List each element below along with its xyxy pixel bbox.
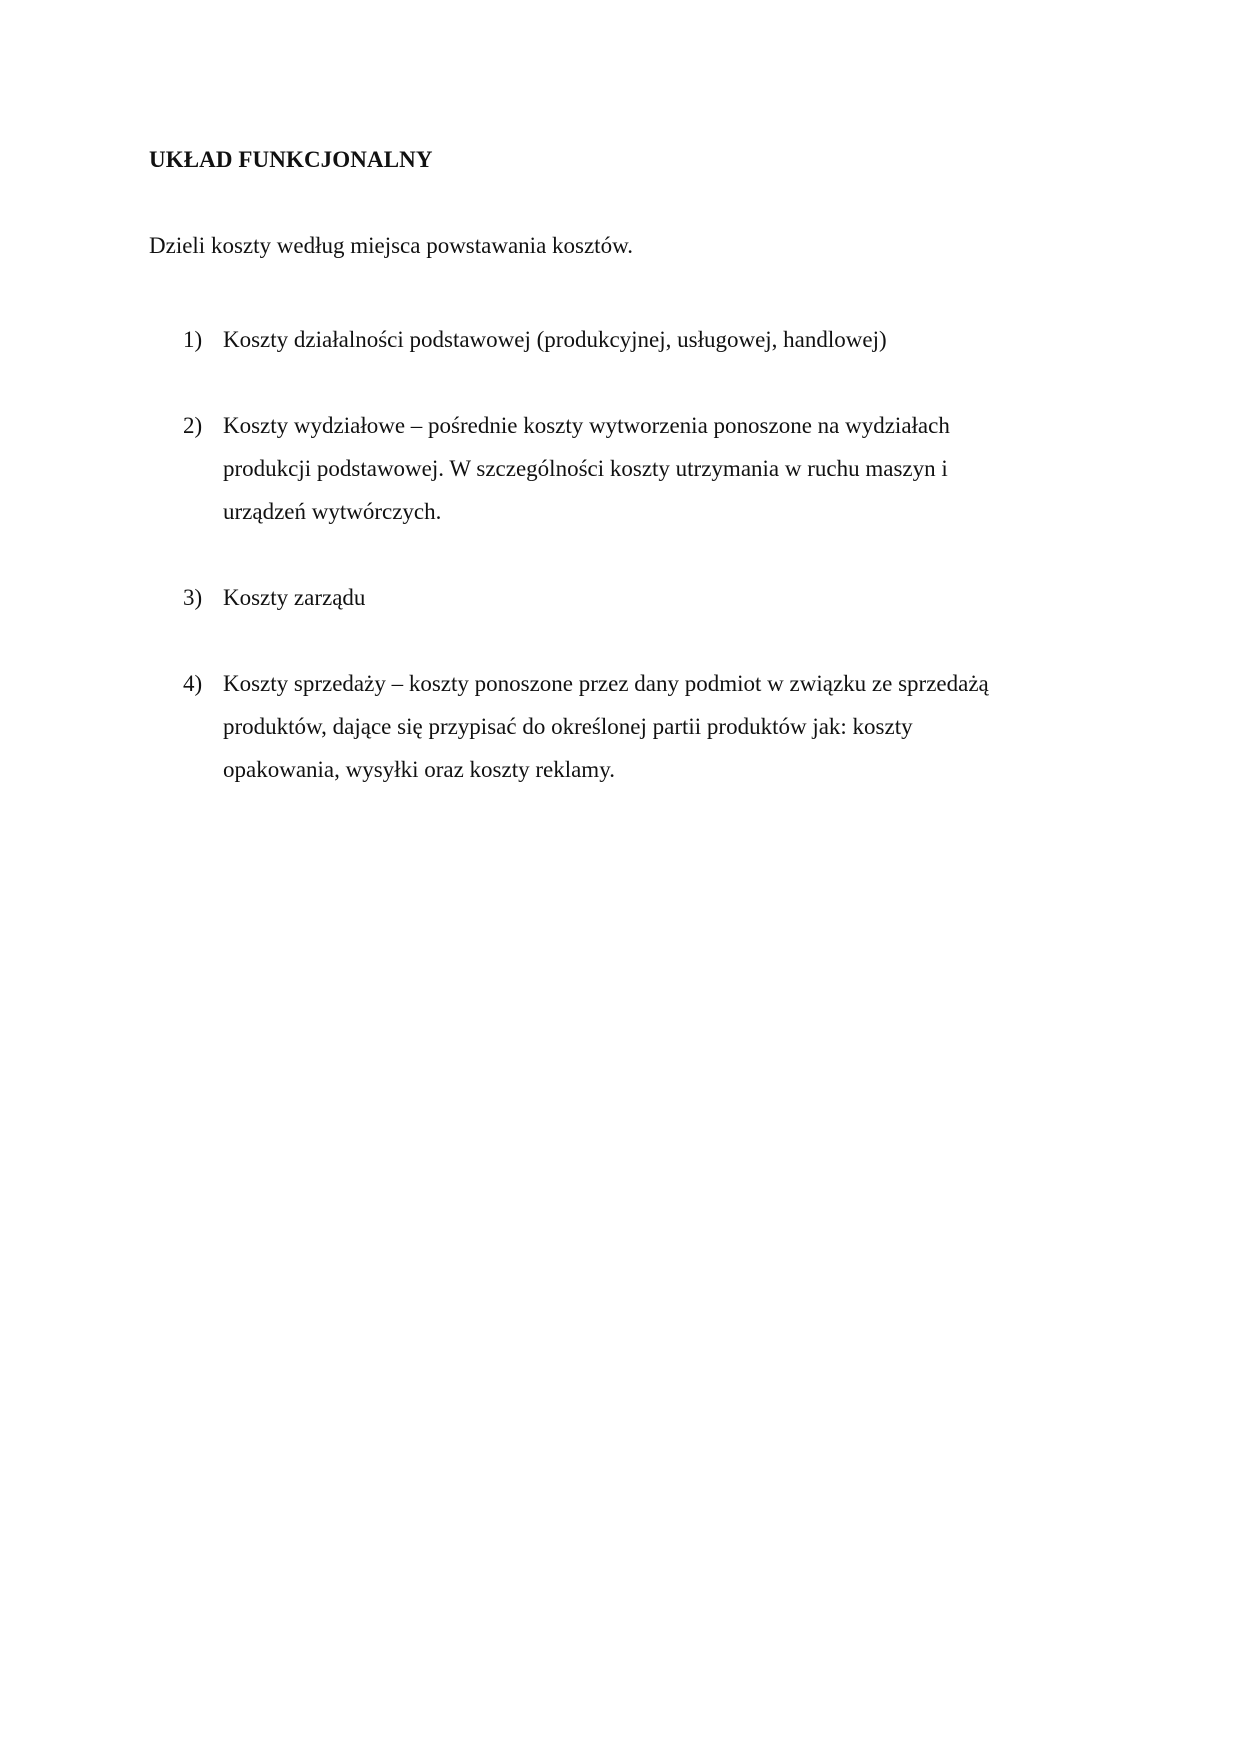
list-item bbox=[149, 662, 1079, 791]
list-item-text bbox=[223, 318, 1079, 361]
list-item-text bbox=[223, 576, 1079, 619]
list-item-text bbox=[223, 662, 1079, 791]
list-item-line: Koszty wydziałowe – pośrednie koszty wytworzenia ponoszone na wydziałach bbox=[223, 413, 950, 438]
list-number: 1) bbox=[183, 327, 203, 352]
list-item-line: Koszty zarządu bbox=[223, 585, 366, 610]
list-item bbox=[149, 318, 1079, 361]
list-item-line: opakowania, wysyłki oraz koszty reklamy. bbox=[223, 757, 615, 782]
list-item-line: Koszty działalności podstawowej (produkcyjnej, usługowej, handlowej) bbox=[223, 327, 887, 352]
document-title: UKŁAD FUNKCJONALNY bbox=[149, 147, 433, 172]
list-number: 4) bbox=[183, 671, 203, 696]
list-item-line: urządzeń wytwórczych. bbox=[223, 499, 442, 524]
list-number: 3) bbox=[183, 585, 203, 610]
list-item bbox=[149, 576, 1079, 619]
cost-list bbox=[149, 318, 1079, 834]
list-item-line: produkcji podstawowej. W szczególności koszty utrzymania w ruchu maszyn i bbox=[223, 456, 948, 481]
list-item-text bbox=[223, 404, 1079, 533]
list-number: 2) bbox=[183, 413, 203, 438]
intro-paragraph: Dzieli koszty według miejsca powstawania kosztów. bbox=[149, 233, 633, 258]
list-item bbox=[149, 404, 1079, 533]
list-item-line: Koszty sprzedaży – koszty ponoszone przez dany podmiot w związku ze sprzedażą bbox=[223, 671, 989, 696]
list-item-line: produktów, dające się przypisać do określonej partii produktów jak: koszty bbox=[223, 714, 913, 739]
